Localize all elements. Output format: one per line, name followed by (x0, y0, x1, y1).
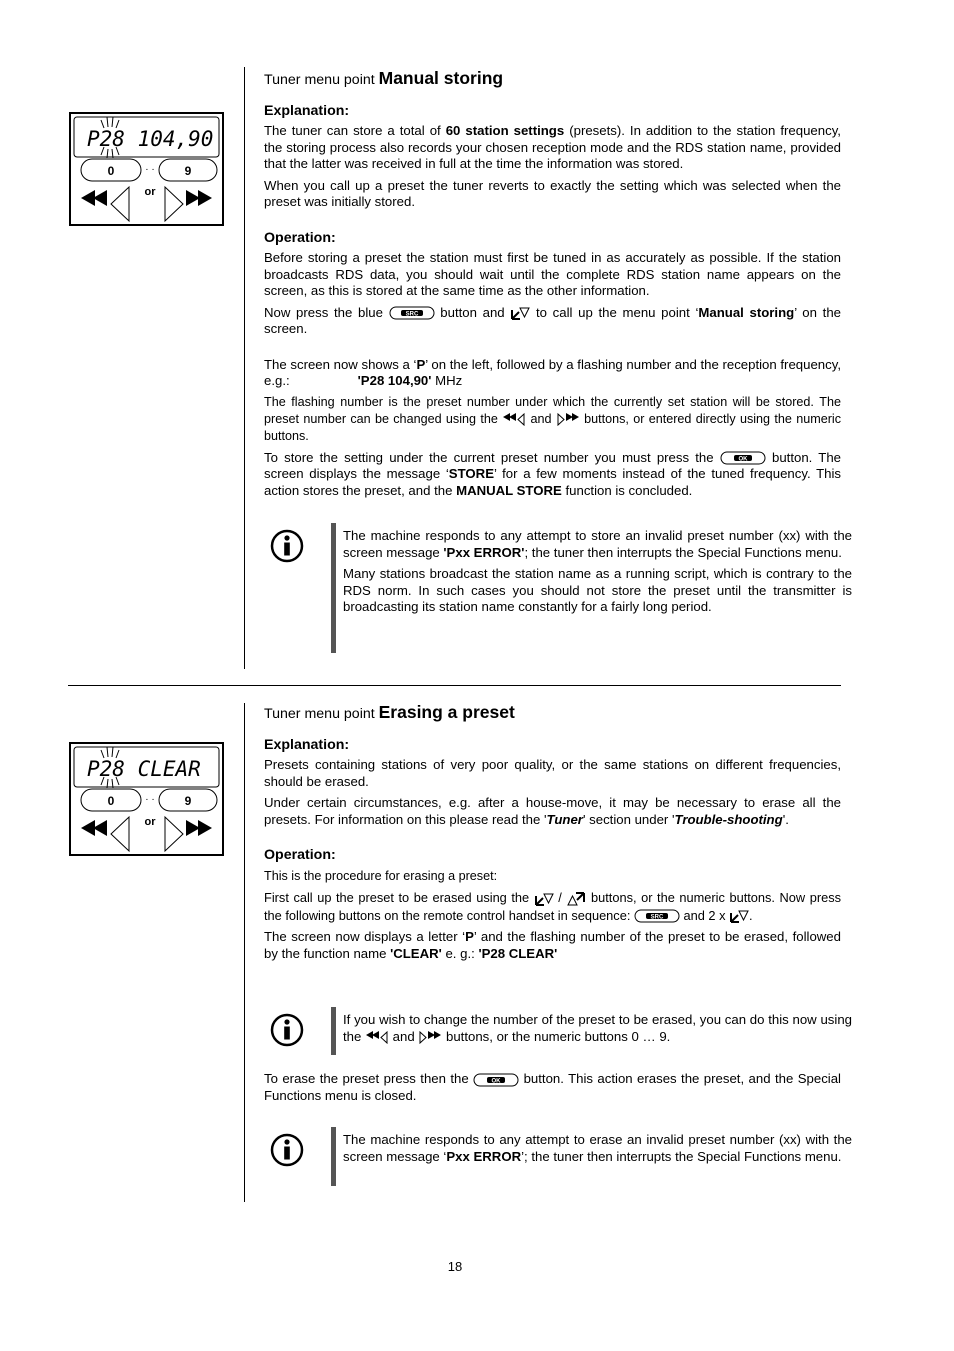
section-manual-storing (264, 70, 841, 504)
up-arrow-key-icon (566, 891, 586, 907)
paragraph: Before storing a preset the station must first be tuned in as accurately as possible. If the station broadcasts RDS data, you should wait until the complete RDS station name appears on the screen, as this is stored at the same time as the other information. (264, 250, 841, 298)
down-arrow-key-icon (510, 305, 530, 321)
erase-instruction (264, 1071, 841, 1109)
paragraph: When you call up a preset the tuner reverts to exactly the setting which was selected when the preset was initially stored. (264, 177, 841, 209)
note-text: Many stations broadcast the station name as a running script, which is contrary to the RDS norm. In such cases you should not store the preset until the transmitter is broadcasting its station name constantly for a fairly long period. (343, 566, 852, 614)
svg-text:SRC: SRC (650, 914, 664, 921)
section-title: Tuner menu point Erasing a preset (264, 702, 515, 722)
paragraph: To store the setting under the current preset number you must press the OK button. The screen displays the message ‘STORE’ for a few moments instead of the tuned frequency. This action stores the preset, and the MANUAL STORE function is concluded. (264, 449, 842, 498)
button-0-label: 0 (107, 164, 115, 178)
paragraph: The tuner can store a total of 60 station settings (presets). In addition to the station frequency, the storing process also records your chosen reception mode and the RDS station name, provided that the latter was received in full at the time the information was stored. (264, 123, 841, 171)
note-text: If you wish to change the number of the preset to be erased, you can do this now using the and buttons, or the numeric buttons 0 … 9. (343, 1012, 852, 1044)
paragraph: To erase the preset press then the OK button. This action erases the preset, and the Special Functions menu is closed. (264, 1071, 841, 1103)
section-separator (68, 685, 841, 686)
note-text: The machine responds to any attempt to store an invalid preset number (xx) with the screen message 'Pxx ERROR'; the tuner then interrupts the Special Functions menu. (343, 528, 852, 560)
or-label: or (144, 186, 156, 198)
down-arrow-key-icon (729, 908, 749, 924)
paragraph: First call up the preset to be erased using the / buttons, or the numeric buttons. Now press the following buttons on the remote control handset in sequence: SRC and 2 x . (264, 890, 842, 923)
svg-text:SRC: SRC (405, 311, 418, 318)
src-button-icon (634, 909, 680, 923)
paragraph: Under certain circumstances, e.g. after a house-move, it may be necessary to erase all the presets. For information on this please read the 'Tuner' section under 'Trouble-shooting'. (264, 795, 841, 827)
button-9-label: 9 (184, 164, 192, 178)
rewind-icon (502, 412, 526, 426)
explanation-heading: Explanation: (264, 102, 350, 119)
note-text: The machine responds to any attempt to erase an invalid preset number (xx) with the screen message ‘Pxx ERROR’; the tuner then interrupts the Special Functions menu. (343, 1132, 852, 1164)
paragraph: Presets containing stations of very poor quality, or the same stations on different frequencies, should be erased. (264, 757, 841, 789)
section1-divider (244, 67, 245, 669)
button-dots: · · (145, 164, 155, 175)
paragraph: This is the procedure for erasing a preset: (264, 868, 498, 883)
rewind-icon (365, 1030, 389, 1044)
operation-heading: Operation: (264, 847, 336, 863)
forward-icon (418, 1030, 442, 1044)
display-readout: P28 CLEAR (87, 757, 201, 781)
svg-text:OK: OK (491, 1077, 501, 1084)
tuner-display-illustration (69, 112, 224, 226)
operation-heading: Operation: (264, 229, 336, 246)
ok-button-icon (473, 1073, 519, 1087)
tuner-display-illustration (69, 742, 224, 856)
paragraph: The screen now shows a ‘P’ on the left, followed by a flashing number and the reception frequency, e.g.: 'P28 104,90' MHz (264, 356, 841, 389)
page-number: 18 (447, 1259, 463, 1274)
down-arrow-key-icon (534, 891, 554, 907)
paragraph: The screen now displays a letter ‘P’ and the flashing number of the preset to be erased, followed by the function name 'CLEAR' e. g.: 'P28 CLEAR' (264, 929, 841, 961)
info-icon (270, 1133, 304, 1167)
info-icon (270, 529, 304, 563)
forward-icon (556, 412, 580, 426)
svg-text:OK: OK (738, 456, 748, 463)
paragraph: Now press the blue SRC button and to call up the menu point ‘Manual storing’ on the screen. (264, 304, 841, 337)
section2-divider (244, 703, 245, 1202)
display-readout: P28 104,90 (87, 127, 214, 151)
explanation-heading: Explanation: (264, 736, 350, 753)
paragraph: The flashing number is the preset number under which the currently set station will be stored. The preset number can be changed using the and buttons, or entered directly using the numeric buttons. (264, 394, 841, 443)
info-note (331, 1127, 852, 1186)
or-label: or (144, 816, 156, 828)
src-button-icon (389, 306, 435, 320)
ok-button-icon (720, 451, 766, 465)
button-9-label: 9 (184, 794, 192, 808)
info-note (331, 523, 852, 653)
info-icon (270, 1013, 304, 1047)
info-note (331, 1007, 852, 1055)
button-0-label: 0 (107, 794, 115, 808)
button-dots: · · (145, 794, 155, 805)
section-title: Tuner menu point Manual storing (264, 68, 504, 88)
section-erasing-preset (264, 704, 841, 967)
